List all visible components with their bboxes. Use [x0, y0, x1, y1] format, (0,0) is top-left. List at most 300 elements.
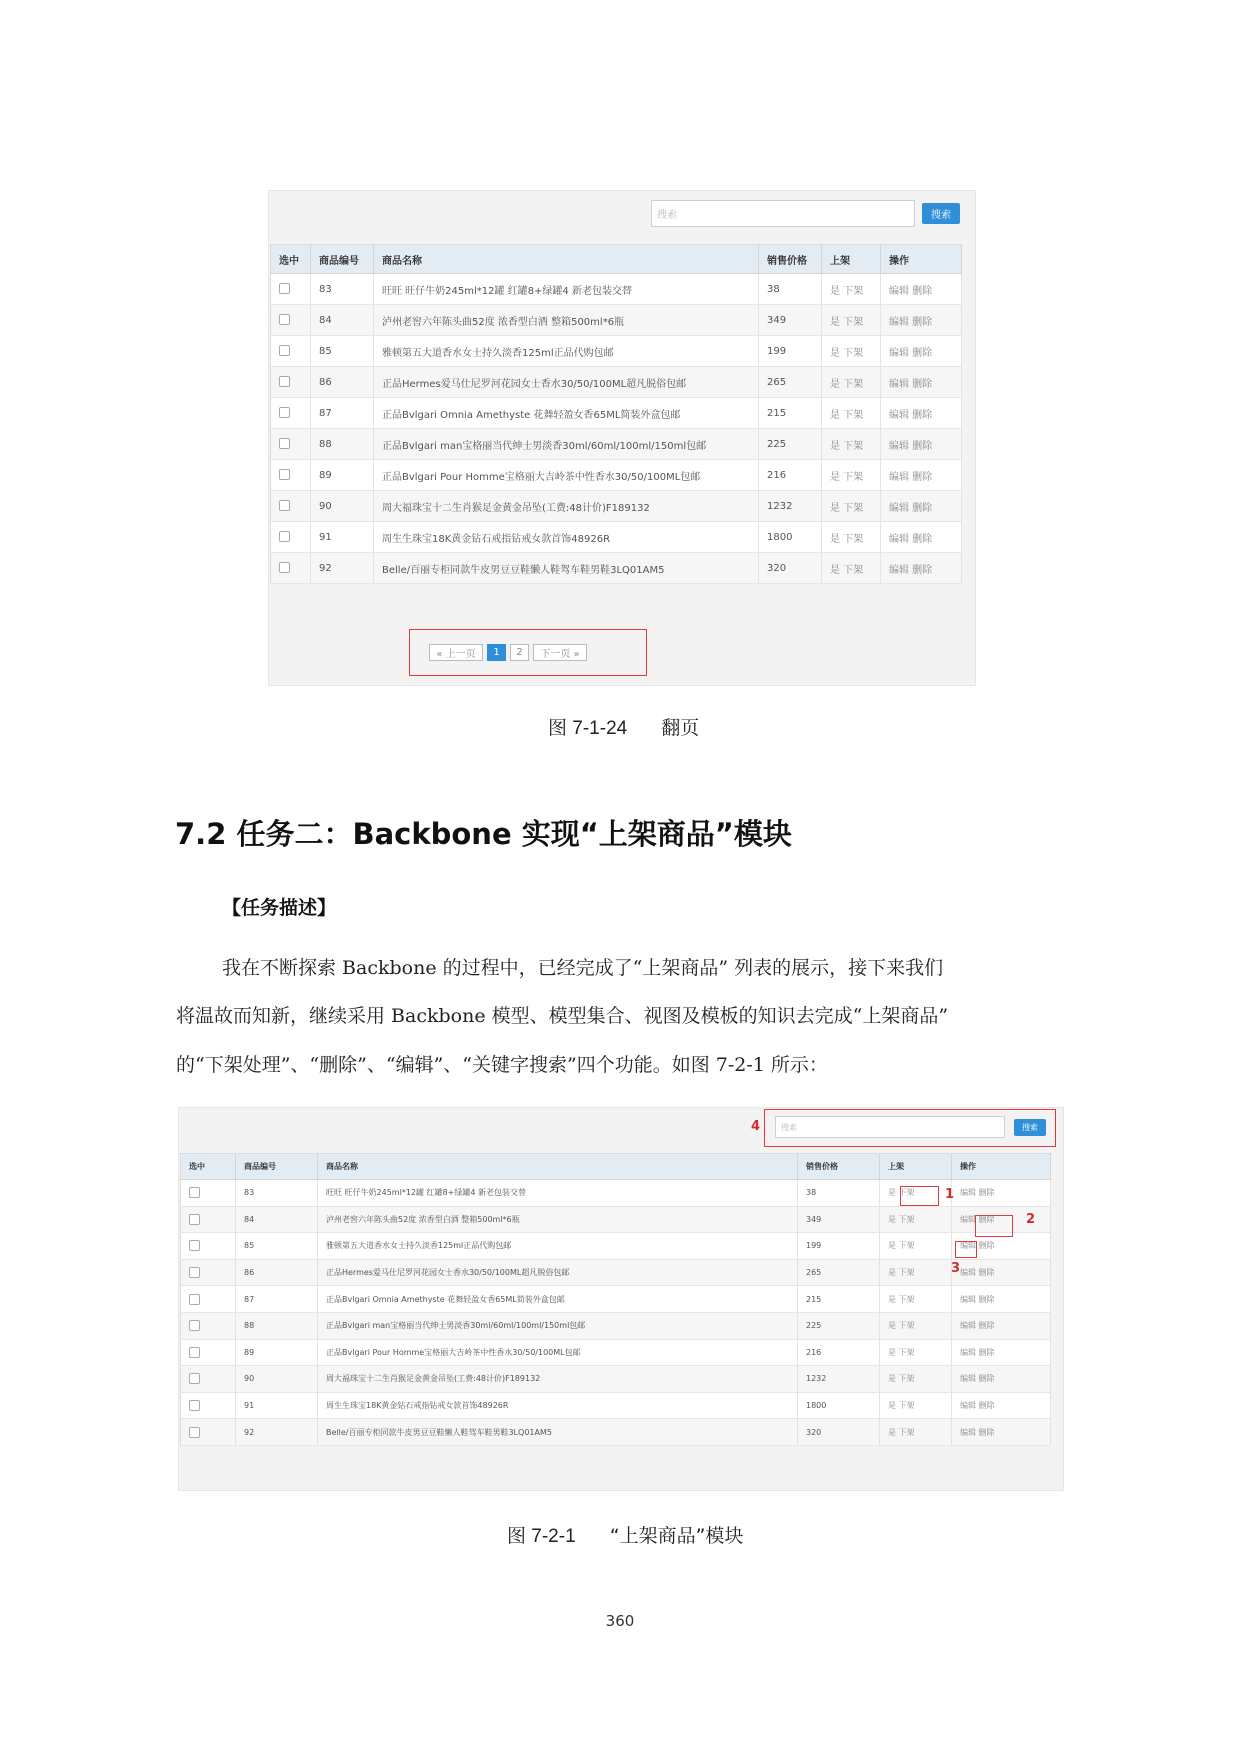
row-price-text: 1800	[806, 1401, 827, 1411]
row-actions-text[interactable]: 编辑 删除	[960, 1188, 995, 1198]
row-price-text: 320	[806, 1427, 822, 1437]
row-shelf-text[interactable]: 是 下架	[888, 1401, 915, 1411]
row-id	[311, 491, 374, 522]
product-table	[270, 244, 962, 584]
row-actions	[881, 429, 962, 460]
row-shelf-text[interactable]: 是 下架	[830, 502, 864, 514]
row-price	[759, 522, 822, 553]
select-checkbox[interactable]	[189, 1347, 200, 1358]
figure-1-caption	[548, 713, 699, 740]
marker-2: 2	[1026, 1212, 1036, 1227]
table-row	[181, 1366, 1051, 1393]
table-row	[181, 1392, 1051, 1419]
row-price	[759, 429, 822, 460]
row-id	[236, 1419, 318, 1446]
row-shelf	[880, 1392, 952, 1419]
row-actions-text[interactable]: 编辑 删除	[889, 564, 933, 576]
row-name	[374, 274, 759, 305]
row-id-text: 89	[319, 469, 332, 481]
row-name-text: 正品Bvlgari man宝格丽当代绅士男淡香30ml/60ml/100ml/150ml包邮	[326, 1321, 586, 1331]
row-id	[311, 429, 374, 460]
row-checkbox	[181, 1259, 236, 1286]
table-row	[271, 460, 962, 491]
row-id	[311, 367, 374, 398]
row-actions	[881, 305, 962, 336]
marker-4: 4	[751, 1119, 761, 1134]
row-name-text: 正品Hermes爱马仕尼罗河花园女士香水30/50/100ML超凡脱俗包邮	[382, 378, 687, 390]
row-name-text: 泸州老窖六年陈头曲52度 浓香型白酒 整箱500ml*6瓶	[326, 1214, 520, 1224]
row-name	[318, 1286, 798, 1313]
row-id-text: 83	[244, 1188, 255, 1198]
row-id-text: 90	[319, 500, 332, 512]
row-shelf	[822, 553, 881, 584]
row-price-text: 216	[806, 1347, 822, 1357]
row-name-text: 周生生珠宝18K黄金钻石戒指钻戒女款首饰48926R	[382, 533, 611, 545]
row-price	[798, 1259, 880, 1286]
row-name	[318, 1233, 798, 1260]
page-1-button[interactable]: 1	[487, 644, 506, 661]
row-price	[759, 336, 822, 367]
row-actions	[952, 1259, 1051, 1286]
section-subheading: 【任务描述】	[222, 897, 337, 919]
table-header-row	[271, 245, 962, 274]
select-checkbox[interactable]	[279, 469, 290, 480]
select-checkbox[interactable]	[189, 1294, 200, 1305]
row-actions	[881, 491, 962, 522]
row-id	[236, 1366, 318, 1393]
col-select: 选中	[181, 1154, 236, 1180]
row-id	[236, 1180, 318, 1207]
row-id-text: 85	[319, 345, 332, 357]
row-name-text: 正品Bvlgari Omnia Amethyste 花舞轻盈女香65ML简装外盒包邮	[326, 1294, 565, 1304]
figure-1-screenshot	[268, 190, 976, 686]
row-id	[311, 553, 374, 584]
row-id	[236, 1392, 318, 1419]
row-id	[311, 460, 374, 491]
row-actions	[952, 1339, 1051, 1366]
row-name-text: 正品Bvlgari Omnia Amethyste 花舞轻盈女香65ML简装外盒包邮	[382, 409, 681, 421]
next-page-button[interactable]: 下一页 »	[533, 644, 587, 661]
table-row	[181, 1206, 1051, 1233]
row-actions	[881, 398, 962, 429]
row-checkbox	[181, 1286, 236, 1313]
col-actions: 操作	[952, 1154, 1051, 1180]
row-actions	[952, 1392, 1051, 1419]
select-checkbox[interactable]	[189, 1427, 200, 1438]
row-name-text: 雅顿第五大道香水女士持久淡香125ml正品代购包邮	[382, 347, 614, 359]
row-actions-text[interactable]: 编辑 删除	[889, 409, 933, 421]
col-shelf: 上架	[822, 245, 881, 274]
row-actions	[881, 274, 962, 305]
row-actions-text[interactable]: 编辑 删除	[960, 1268, 995, 1278]
row-id	[311, 274, 374, 305]
select-checkbox[interactable]	[279, 314, 290, 325]
page-2-button[interactable]: 2	[510, 644, 529, 661]
row-shelf-text[interactable]: 是 下架	[888, 1241, 915, 1251]
row-shelf	[880, 1259, 952, 1286]
col-price: 销售价格	[759, 245, 822, 274]
row-name	[318, 1206, 798, 1233]
row-shelf	[822, 305, 881, 336]
row-checkbox	[271, 367, 311, 398]
figure-2-screenshot	[178, 1107, 1064, 1491]
row-actions	[952, 1366, 1051, 1393]
row-name	[318, 1312, 798, 1339]
row-checkbox	[271, 305, 311, 336]
row-price	[798, 1339, 880, 1366]
row-actions	[881, 367, 962, 398]
row-price	[759, 491, 822, 522]
row-checkbox	[271, 553, 311, 584]
select-checkbox[interactable]	[279, 500, 290, 511]
row-name-text: 周大福珠宝十二生肖猴足金黄金吊坠(工费:48计价)F189132	[382, 502, 650, 514]
row-price-text: 199	[806, 1241, 822, 1251]
row-price-text: 38	[767, 283, 780, 295]
row-actions-text[interactable]: 编辑 删除	[889, 316, 933, 328]
row-shelf-text[interactable]: 是 下架	[830, 533, 864, 545]
row-id-text: 92	[319, 562, 332, 574]
row-name	[374, 305, 759, 336]
row-id	[311, 336, 374, 367]
row-name-text: 雅顿第五大道香水女士持久淡香125ml正品代购包邮	[326, 1241, 512, 1251]
row-shelf	[880, 1312, 952, 1339]
row-actions-text[interactable]: 编辑 删除	[889, 285, 933, 297]
delete-highlight	[975, 1215, 1013, 1237]
row-actions-text[interactable]: 编辑 删除	[960, 1241, 995, 1251]
row-id	[236, 1312, 318, 1339]
row-shelf	[822, 336, 881, 367]
row-shelf	[880, 1366, 952, 1393]
row-name	[374, 367, 759, 398]
row-id-text: 89	[244, 1347, 255, 1357]
search-input[interactable]: 搜索	[775, 1116, 1005, 1138]
paragraph-line-3: 的“下架处理”、“删除”、“编辑”、“关键字搜索”四个功能。如图 7-2-1 所示：	[176, 1054, 828, 1076]
row-shelf-text[interactable]: 是 下架	[888, 1347, 915, 1357]
row-price	[759, 398, 822, 429]
row-price	[759, 367, 822, 398]
caption-number: 图 7-2-1	[507, 1526, 576, 1547]
row-price-text: 1232	[806, 1374, 827, 1384]
row-shelf	[822, 274, 881, 305]
row-checkbox	[271, 460, 311, 491]
row-checkbox	[181, 1233, 236, 1260]
row-price	[759, 553, 822, 584]
prev-page-button[interactable]: « 上一页	[429, 644, 483, 661]
row-name	[318, 1419, 798, 1446]
caption-text: 翻页	[661, 717, 700, 739]
table-row	[271, 553, 962, 584]
row-price-text: 349	[806, 1214, 822, 1224]
row-price-text: 215	[806, 1294, 822, 1304]
row-actions-text[interactable]: 编辑 删除	[889, 347, 933, 359]
row-id-text: 90	[244, 1374, 255, 1384]
row-price	[759, 305, 822, 336]
row-actions	[881, 460, 962, 491]
row-id	[236, 1286, 318, 1313]
search-button[interactable]: 搜索	[1014, 1119, 1046, 1136]
figure-2-caption	[507, 1521, 743, 1548]
row-name-text: 旺旺 旺仔牛奶245ml*12罐 红罐8+绿罐4 新老包装交替	[382, 285, 632, 297]
row-id-text: 83	[319, 283, 332, 295]
row-shelf	[880, 1286, 952, 1313]
select-checkbox[interactable]	[279, 376, 290, 387]
row-shelf-text[interactable]: 是 下架	[888, 1294, 915, 1304]
row-checkbox	[271, 398, 311, 429]
edit-highlight	[955, 1241, 977, 1258]
row-actions-text[interactable]: 编辑 删除	[960, 1374, 995, 1384]
select-checkbox[interactable]	[279, 283, 290, 294]
row-actions	[952, 1419, 1051, 1446]
row-price	[759, 460, 822, 491]
row-shelf	[880, 1419, 952, 1446]
col-actions: 操作	[881, 245, 962, 274]
row-id-text: 86	[244, 1268, 255, 1278]
row-id	[236, 1259, 318, 1286]
row-price	[798, 1366, 880, 1393]
row-name	[374, 429, 759, 460]
page-number: 360	[605, 1612, 635, 1630]
row-id-text: 85	[244, 1241, 255, 1251]
row-name-text: 正品Bvlgari Pour Homme宝格丽大吉岭茶中性香水30/50/100ML包邮	[326, 1347, 581, 1357]
row-shelf-text[interactable]: 是 下架	[888, 1214, 915, 1224]
row-shelf-text[interactable]: 是 下架	[830, 347, 864, 359]
row-id	[311, 398, 374, 429]
search-input[interactable]: 搜索	[651, 200, 915, 227]
row-price-text: 225	[767, 438, 787, 450]
row-name	[318, 1392, 798, 1419]
row-id-text: 87	[244, 1294, 255, 1304]
row-shelf-text[interactable]: 是 下架	[888, 1374, 915, 1384]
row-id	[311, 522, 374, 553]
row-name	[374, 522, 759, 553]
row-actions-text[interactable]: 编辑 删除	[889, 471, 933, 483]
row-shelf-text[interactable]: 是 下架	[830, 409, 864, 421]
row-actions-text[interactable]: 编辑 删除	[960, 1347, 995, 1357]
table-row	[271, 429, 962, 460]
row-price-text: 265	[806, 1268, 822, 1278]
row-id	[236, 1206, 318, 1233]
row-name-text: Belle/百丽专柜同款牛皮男豆豆鞋懒人鞋驾车鞋男鞋3LQ01AM5	[382, 564, 665, 576]
row-price	[798, 1233, 880, 1260]
row-actions-text[interactable]: 编辑 删除	[889, 440, 933, 452]
row-id-text: 87	[319, 407, 332, 419]
row-shelf-text[interactable]: 是 下架	[830, 440, 864, 452]
row-actions	[952, 1180, 1051, 1207]
select-checkbox[interactable]	[279, 438, 290, 449]
row-name	[374, 491, 759, 522]
col-shelf: 上架	[880, 1154, 952, 1180]
row-id-text: 88	[244, 1321, 255, 1331]
row-shelf-text[interactable]: 是 下架	[830, 564, 864, 576]
row-price-text: 349	[767, 314, 787, 326]
table-body	[181, 1180, 1051, 1446]
row-checkbox	[181, 1392, 236, 1419]
row-shelf	[822, 398, 881, 429]
table-row	[271, 398, 962, 429]
select-checkbox[interactable]	[279, 531, 290, 542]
row-checkbox	[271, 336, 311, 367]
row-price-text: 38	[806, 1188, 817, 1198]
row-actions-text[interactable]: 编辑 删除	[889, 502, 933, 514]
row-shelf	[822, 367, 881, 398]
row-shelf	[822, 522, 881, 553]
row-name	[374, 460, 759, 491]
row-actions-text[interactable]: 编辑 删除	[960, 1427, 995, 1437]
row-id-text: 84	[319, 314, 332, 326]
row-shelf	[880, 1339, 952, 1366]
select-checkbox[interactable]	[189, 1187, 200, 1198]
row-id-text: 86	[319, 376, 332, 388]
row-price-text: 1232	[767, 500, 793, 512]
col-select: 选中	[271, 245, 311, 274]
caption-number: 图 7-1-24	[548, 718, 628, 739]
select-checkbox[interactable]	[279, 345, 290, 356]
search-button[interactable]: 搜索	[922, 203, 960, 224]
row-price	[798, 1286, 880, 1313]
row-id-text: 92	[244, 1427, 255, 1437]
select-checkbox[interactable]	[189, 1240, 200, 1251]
row-shelf-text[interactable]: 是 下架	[888, 1427, 915, 1437]
row-actions	[881, 522, 962, 553]
row-shelf	[822, 460, 881, 491]
table-row	[271, 274, 962, 305]
row-price-text: 225	[806, 1321, 822, 1331]
row-shelf-text[interactable]: 是 下架	[830, 285, 864, 297]
row-id	[236, 1339, 318, 1366]
table-row	[181, 1233, 1051, 1260]
table-row	[181, 1312, 1051, 1339]
row-price-text: 320	[767, 562, 787, 574]
row-shelf	[880, 1206, 952, 1233]
row-actions	[881, 553, 962, 584]
table-row	[271, 367, 962, 398]
row-id	[311, 305, 374, 336]
row-actions	[881, 336, 962, 367]
row-name-text: 旺旺 旺仔牛奶245ml*12罐 红罐8+绿罐4 新老包装交替	[326, 1188, 526, 1198]
table-row	[271, 305, 962, 336]
marker-3: 3	[951, 1261, 961, 1276]
row-shelf-text[interactable]: 是 下架	[888, 1268, 915, 1278]
select-checkbox[interactable]	[279, 407, 290, 418]
row-price-text: 1800	[767, 531, 793, 543]
row-actions-text[interactable]: 编辑 删除	[960, 1321, 995, 1331]
col-price: 销售价格	[798, 1154, 880, 1180]
marker-1: 1	[945, 1187, 955, 1202]
select-checkbox[interactable]	[189, 1373, 200, 1384]
row-name-text: 正品Bvlgari man宝格丽当代绅士男淡香30ml/60ml/100ml/150ml包邮	[382, 440, 707, 452]
row-actions-text[interactable]: 编辑 删除	[960, 1214, 995, 1224]
table-header-row	[181, 1154, 1051, 1180]
row-checkbox	[271, 491, 311, 522]
row-price	[798, 1392, 880, 1419]
row-actions	[952, 1286, 1051, 1313]
row-shelf-text[interactable]: 是 下架	[830, 378, 864, 390]
row-shelf-text[interactable]: 是 下架	[888, 1321, 915, 1331]
row-id-text: 91	[319, 531, 332, 543]
row-name	[318, 1339, 798, 1366]
row-shelf-text[interactable]: 是 下架	[830, 316, 864, 328]
row-name-text: 正品Bvlgari Pour Homme宝格丽大吉岭茶中性香水30/50/100ML包邮	[382, 471, 701, 483]
col-name: 商品名称	[374, 245, 759, 274]
row-checkbox	[181, 1180, 236, 1207]
table-row	[181, 1286, 1051, 1313]
col-id: 商品编号	[236, 1154, 318, 1180]
row-name	[374, 553, 759, 584]
row-name	[318, 1366, 798, 1393]
select-checkbox[interactable]	[279, 562, 290, 573]
row-price-text: 265	[767, 376, 787, 388]
row-shelf-text[interactable]: 是 下架	[888, 1188, 915, 1198]
row-name-text: 周生生珠宝18K黄金钻石戒指钻戒女款首饰48926R	[326, 1401, 509, 1411]
row-name	[318, 1180, 798, 1207]
row-id-text: 88	[319, 438, 332, 450]
pagination	[429, 644, 587, 661]
row-checkbox	[271, 522, 311, 553]
row-name	[318, 1259, 798, 1286]
row-price	[798, 1419, 880, 1446]
select-checkbox[interactable]	[189, 1400, 200, 1411]
unshelf-highlight	[900, 1186, 939, 1206]
section-heading: 7.2 任务二：Backbone 实现“上架商品”模块	[175, 817, 792, 851]
row-id	[236, 1233, 318, 1260]
row-name-text: 周大福珠宝十二生肖猴足金黄金吊坠(工费:48计价)F189132	[326, 1374, 541, 1384]
row-price	[759, 274, 822, 305]
row-shelf-text[interactable]: 是 下架	[830, 471, 864, 483]
row-actions-text[interactable]: 编辑 删除	[889, 378, 933, 390]
paragraph-line-2: 将温故而知新，继续采用 Backbone 模型、模型集合、视图及模板的知识去完成“上架商品”	[176, 1005, 949, 1027]
table-row	[271, 491, 962, 522]
row-shelf	[822, 429, 881, 460]
table-row	[271, 522, 962, 553]
row-name	[374, 398, 759, 429]
select-checkbox[interactable]	[189, 1214, 200, 1225]
col-name: 商品名称	[318, 1154, 798, 1180]
table-body	[271, 274, 962, 584]
row-checkbox	[271, 429, 311, 460]
row-checkbox	[181, 1206, 236, 1233]
caption-text: “上架商品”模块	[609, 1525, 744, 1547]
row-checkbox	[181, 1366, 236, 1393]
row-name	[374, 336, 759, 367]
row-shelf	[822, 491, 881, 522]
select-checkbox[interactable]	[189, 1320, 200, 1331]
row-price-text: 215	[767, 407, 787, 419]
row-actions	[952, 1312, 1051, 1339]
col-id: 商品编号	[311, 245, 374, 274]
row-checkbox	[181, 1339, 236, 1366]
row-id-text: 91	[244, 1401, 255, 1411]
row-price	[798, 1180, 880, 1207]
row-actions-text[interactable]: 编辑 删除	[960, 1294, 995, 1304]
row-checkbox	[271, 274, 311, 305]
table-row	[181, 1259, 1051, 1286]
row-name-text: 正品Hermes爱马仕尼罗河花园女士香水30/50/100ML超凡脱俗包邮	[326, 1268, 570, 1278]
row-price	[798, 1206, 880, 1233]
row-actions-text[interactable]: 编辑 删除	[960, 1401, 995, 1411]
row-price	[798, 1312, 880, 1339]
row-checkbox	[181, 1312, 236, 1339]
table-row	[181, 1419, 1051, 1446]
row-name-text: 泸州老窖六年陈头曲52度 浓香型白酒 整箱500ml*6瓶	[382, 316, 625, 328]
row-id-text: 84	[244, 1214, 255, 1224]
row-price-text: 199	[767, 345, 787, 357]
row-checkbox	[181, 1419, 236, 1446]
row-actions-text[interactable]: 编辑 删除	[889, 533, 933, 545]
row-name-text: Belle/百丽专柜同款牛皮男豆豆鞋懒人鞋驾车鞋男鞋3LQ01AM5	[326, 1427, 552, 1437]
row-price-text: 216	[767, 469, 787, 481]
select-checkbox[interactable]	[189, 1267, 200, 1278]
row-shelf	[880, 1233, 952, 1260]
